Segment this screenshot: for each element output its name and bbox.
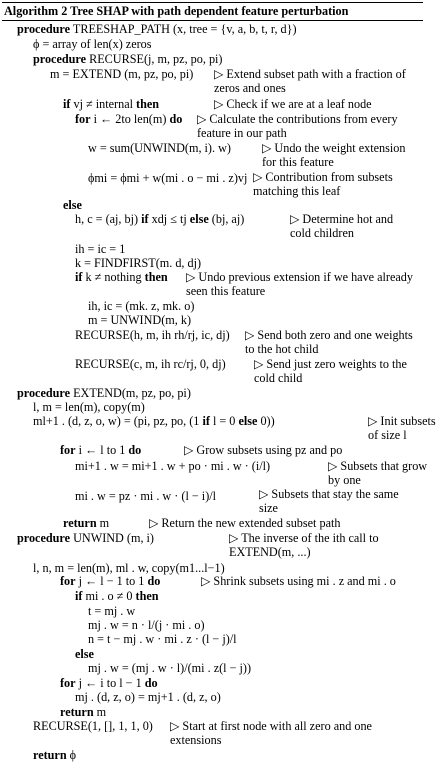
line-11: ih = ic = 1 (75, 242, 126, 256)
comment-3b: feature in our path (197, 126, 287, 140)
comment-15b: EXTEND(m, ...) (229, 545, 311, 559)
comment-14: ▷ Return the new extended subset path (149, 516, 341, 530)
line-26: l, n, m = len(m), ml . w, copy(m1...l−1) (33, 561, 225, 575)
top-rule (2, 2, 423, 3)
line-28: if mi . o ≠ 0 then (75, 589, 159, 603)
line-14: ih, ic = (mk. z, mk. o) (88, 299, 195, 313)
line-9: else (63, 198, 82, 212)
line-30: mj . w = n · l/(j · mi . o) (88, 618, 205, 632)
line-32: else (75, 647, 94, 661)
comment-17b: extensions (170, 733, 222, 747)
comment-6: ▷ Determine hot and (290, 212, 394, 226)
line-23: mi . w = pz · mi . w · (l − i)/l (75, 489, 217, 503)
comment-9b: cold child (254, 371, 303, 385)
comment-8: ▷ Send both zero and one weights (245, 328, 413, 342)
line-38: return ϕ (33, 748, 77, 762)
line-31: n = t − mj . w · mi . z · (l − j)/l (88, 632, 237, 646)
comment-12b: by one (328, 473, 361, 487)
line-2: ϕ = array of len(x) zeros (33, 37, 152, 51)
comment-10b: of size l (368, 428, 407, 442)
line-24: return m (63, 516, 110, 530)
comment-2: ▷ Check if we are at a leaf node (214, 97, 372, 111)
line-27: for j ← l − 1 to 1 do (60, 574, 161, 588)
line-36: return m (60, 705, 107, 719)
line-8: ϕmi = ϕmi + w(mi . o − mi . z)vj (88, 171, 248, 185)
line-4: m = EXTEND (m, pz, po, pi) (50, 67, 194, 81)
comment-5: ▷ Contribution from subsets (253, 170, 393, 184)
comment-12: ▷ Subsets that grow (328, 459, 428, 473)
comment-1b: zeros and ones (214, 81, 286, 95)
line-13: if k ≠ nothing then (75, 270, 168, 284)
line-35: mj . (d, z, o) = mj+1 . (d, z, o) (75, 690, 221, 704)
comment-5b: matching this leaf (253, 184, 341, 198)
comment-3: ▷ Calculate the contributions from every (197, 112, 398, 126)
line-1: procedure TREESHAP_PATH (x, tree = {v, a, b, t, r, d}) (17, 22, 297, 36)
comment-13: ▷ Subsets that stay the same (259, 487, 399, 501)
comment-9: ▷ Send just zero weights to the (254, 357, 407, 371)
line-17: RECURSE(c, m, ih rc/rj, 0, dj) (75, 357, 226, 371)
line-3: procedure RECURSE(j, m, pz, po, pi) (33, 52, 223, 66)
comment-16: ▷ Shrink subsets using mi . z and mi . o (201, 574, 396, 588)
comment-4b: for this feature (262, 155, 334, 169)
line-34: for j ← i to l − 1 do (60, 676, 158, 690)
line-18: procedure EXTEND(m, pz, po, pi) (17, 386, 191, 400)
line-10: h, c = (aj, bj) if xdj ≤ tj else (bj, aj) (75, 212, 245, 226)
comment-13b: size (259, 501, 278, 515)
comment-11: ▷ Grow subsets using pz and po (184, 443, 343, 457)
comment-1: ▷ Extend subset path with a fraction of (214, 67, 406, 81)
line-19: l, m = len(m), copy(m) (33, 400, 145, 414)
line-12: k = FINDFIRST(m. d, dj) (75, 256, 202, 270)
line-21: for i ← l to 1 do (60, 443, 142, 457)
comment-7: ▷ Undo previous extension if we have already (186, 270, 413, 284)
comment-6b: cold children (290, 226, 354, 240)
title-rule (2, 20, 423, 21)
comment-4: ▷ Undo the weight extension (262, 141, 406, 155)
line-37: RECURSE(1, [], 1, 1, 0) (33, 719, 153, 733)
comment-17: ▷ Start at first node with all zero and one (170, 719, 372, 733)
line-25: procedure UNWIND (m, i) (17, 531, 154, 545)
line-33: mj . w = (mj . w · l)/(mi . z(l − j)) (88, 661, 252, 675)
line-6: for i ← 2to len(m) do (75, 112, 183, 126)
line-22: mi+1 . w = mi+1 . w + po · mi . w · (i/l) (75, 459, 271, 473)
line-16: RECURSE(h, m, ih rh/rj, ic, dj) (75, 328, 230, 342)
line-20: ml+1 . (d, z, o, w) = (pi, pz, po, (1 if l = 0 else 0)) (33, 414, 275, 428)
line-5: if vj ≠ internal then (63, 97, 160, 111)
comment-7b: seen this feature (186, 284, 266, 298)
line-7: w = sum(UNWIND(m, i). w) (88, 141, 231, 155)
line-29: t = mj . w (88, 604, 136, 618)
comment-15: ▷ The inverse of the ith call to (229, 531, 379, 545)
comment-8b: to the hot child (245, 342, 319, 356)
comment-10: ▷ Init subsets (368, 414, 436, 428)
algorithm-title: Algorithm 2 Tree SHAP with path dependent feature perturbation (4, 4, 349, 18)
line-15: m = UNWIND(m, k) (88, 313, 191, 327)
